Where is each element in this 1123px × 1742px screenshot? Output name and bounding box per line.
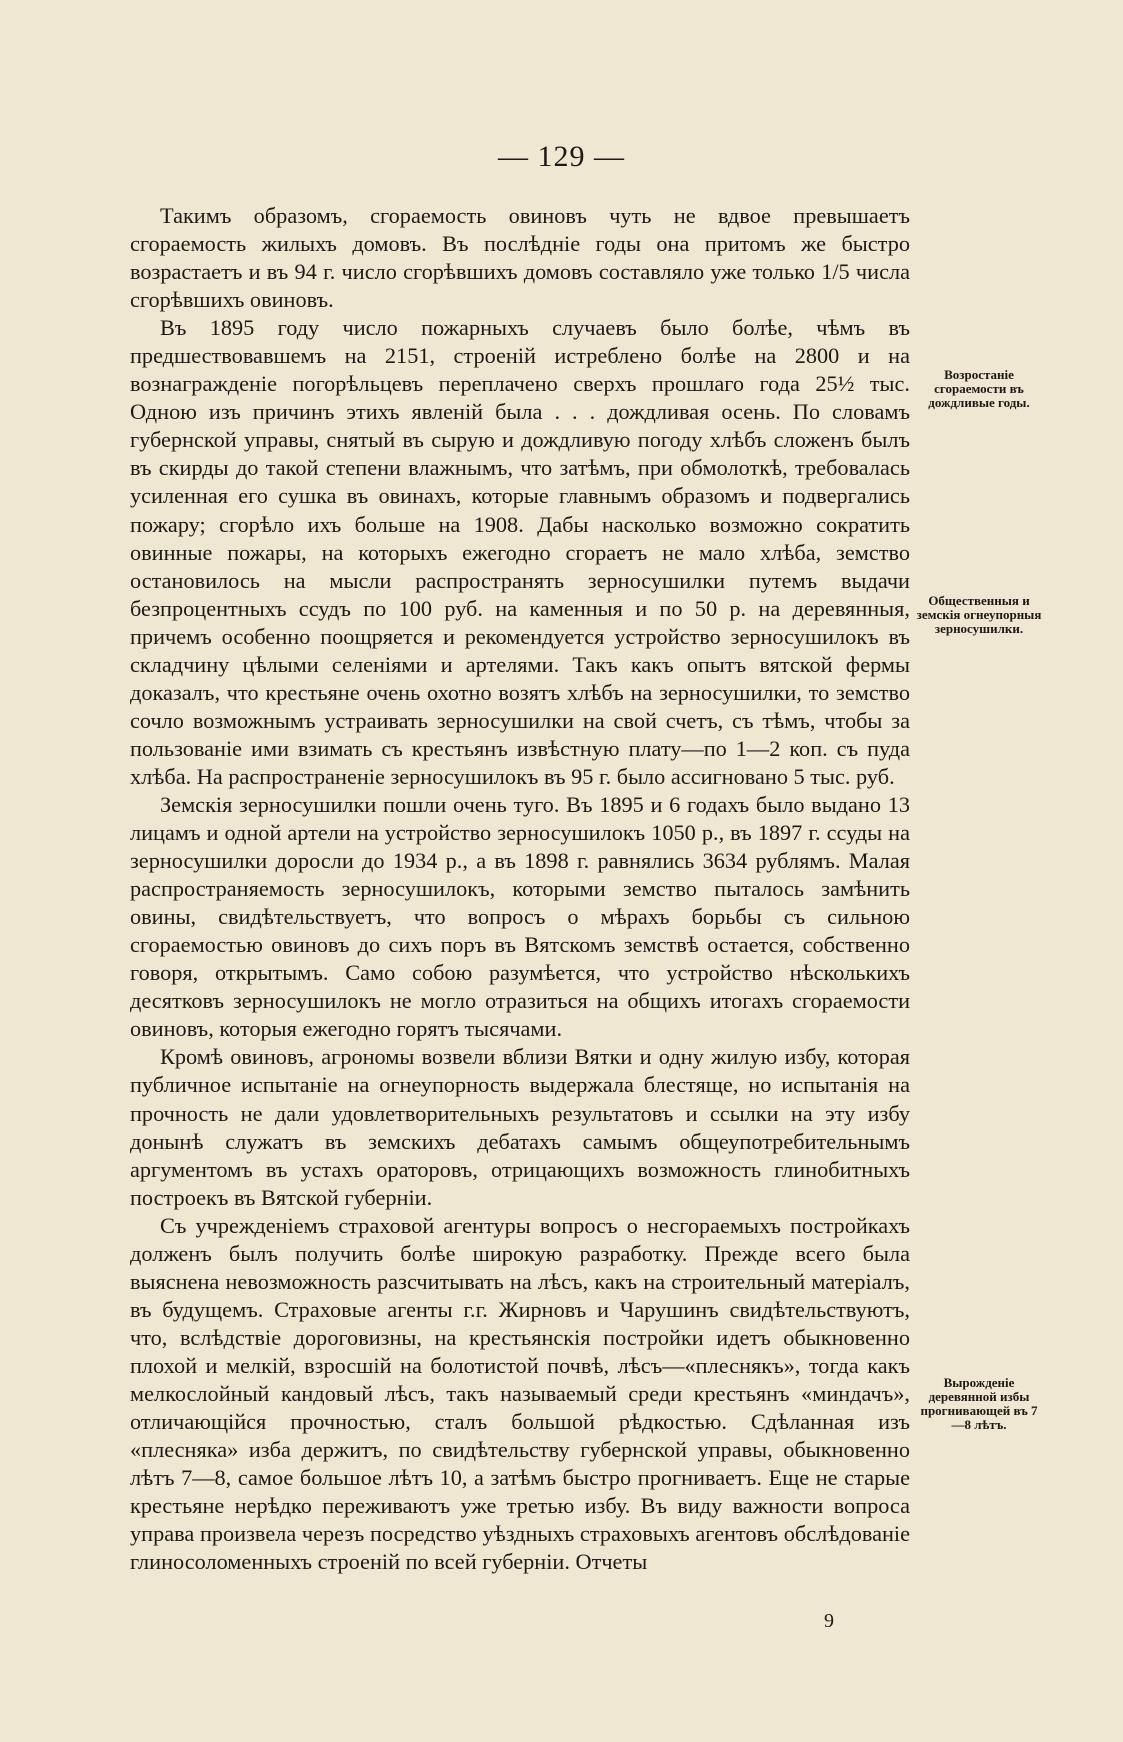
paragraph: Земскія зерносушилки пошли очень туго. Въ 1895 и 6 годахъ было выдано 13 лицамъ и одной артели на устройство зерносушилокъ 1050 р., въ 1897 г. ссуды на зерносушилки доросли до 1934 р., а въ 1898 г. равнялись 3634 рублямъ. Малая распространяемость зерносушилокъ, которыми земство пыталось замѣнить овины, свидѣтельствуетъ, что вопросъ о мѣрахъ борьбы съ сильною сгораемостью овиновъ до сихъ поръ въ Вятскомъ земствѣ остается, собственно говоря, открытымъ. Само собою разумѣется, что устройство нѣсколькихъ десятковъ зерносушилокъ не могло отразиться на общихъ итогахъ сгораемости овиновъ, которыя ежегодно горятъ тысячами. [130,791,910,1042]
margin-note: Возростаніе сгораемости въ дождливые годы. [928,367,1030,410]
body-text [130,202,910,1576]
margin-note: Общественныя и земскія огнеупорныя зерносушилки. [916,593,1042,636]
page-number: — 129 — [498,140,625,173]
margin-note: Вырожденіе деревянной избы прогнивающей въ 7—8 лѣтъ. [920,1375,1038,1432]
paragraph: Въ 1895 году число пожарныхъ случаевъ было болѣе, чѣмъ въ предшествовавшемъ на 2151, строеній истреблено болѣе на 2800 и на вознагражденіе погорѣльцевъ переплачено сверхъ прошлаго года 25½ тыс. Одною изъ причинъ этихъ явленій была . . . дождливая осень. По словамъ губернской управы, снятый въ сырую и дождливую погоду хлѣбъ сложенъ былъ въ скирды до такой степени влажнымъ, что затѣмъ, при обмолоткѣ, требовалась усиленная его сушка въ овинахъ, которые главнымъ образомъ и подвергались пожару; сгорѣло ихъ больше на 1908. Дабы насколько возможно сократить овинные пожары, на которыхъ ежегодно сгораетъ не мало хлѣба, земство остановилось на мысли распространять зерносушилки путемъ выдачи безпроцентныхъ ссудъ по 100 руб. на каменныя и по 50 р. на деревянныя, причемъ особенно поощряется и рекомендуется устройство зерносушилокъ въ складчину цѣлыми селеніями и артелями. Такъ какъ опытъ вятской фермы доказалъ, что крестьяне очень охотно возятъ хлѣбъ на зерносушилки, то земство сочло возможнымъ устраивать зерносушилки на свой счетъ, съ тѣмъ, чтобы за пользованіе ими взимать съ крестьянъ извѣстную плату—по 1—2 коп. съ пуда хлѣба. На распространеніе зерносушилокъ въ 95 г. было ассигновано 5 тыс. руб. [130,315,910,789]
paragraph: Съ учрежденіемъ страховой агентуры вопросъ о несгораемыхъ постройкахъ долженъ былъ получить болѣе широкую разработку. Прежде всего была выяснена невозможность разсчитывать на лѣсъ, какъ на строительный матеріалъ, въ будущемъ. Страховые агенты г.г. Жирновъ и Чарушинъ свидѣтельствуютъ, что, вслѣдствіе дороговизны, на крестьянскія постройки идетъ обыкновенно плохой и мелкій, взросшій на болотистой почвѣ, лѣсъ—«плеснякъ», тогда какъ мелкослойный кандовый лѣсъ, такъ называемый среди крестьянъ «миндачъ», отличающійся прочностью, сталъ большой рѣдкостью. Сдѣланная изъ «плесняка» изба держитъ, по свидѣтельству губернской управы, обыкновенно лѣтъ 7—8, самое большое лѣтъ 10, а затѣмъ быстро прогниваетъ. Еще не старые крестьяне нерѣдко переживаютъ уже третью избу. Въ виду важности вопроса управа произвела черезъ посредство уѣздныхъ страховыхъ агентовъ обслѣдованіе глиносоломенныхъ строеній по всей губерніи. Отчеты [130,1212,910,1575]
paragraph: Такимъ образомъ, сгораемость овиновъ чуть не вдвое превышаетъ сгораемость жилыхъ домовъ. Въ послѣдніе годы она притомъ же быстро возрастаетъ и въ 94 г. число сгорѣвшихъ домовъ составляло уже только 1/5 числа сгорѣвшихъ овиновъ. [130,203,910,313]
paragraph: Кромѣ овиновъ, агрономы возвели вблизи Вятки и одну жилую избу, которая публичное испытаніе на огнеупорность выдержала блестяще, но испытанія на прочность не дали удовлетворительныхъ результатовъ и ссылки на эту избу донынѣ служатъ въ земскихъ дебатахъ самымъ общеупотребительнымъ аргументомъ въ устахъ ораторовъ, отрицающихъ возможность глинобитныхъ построекъ въ Вятской губерніи. [130,1044,910,1210]
signature-mark: 9 [824,1610,834,1632]
